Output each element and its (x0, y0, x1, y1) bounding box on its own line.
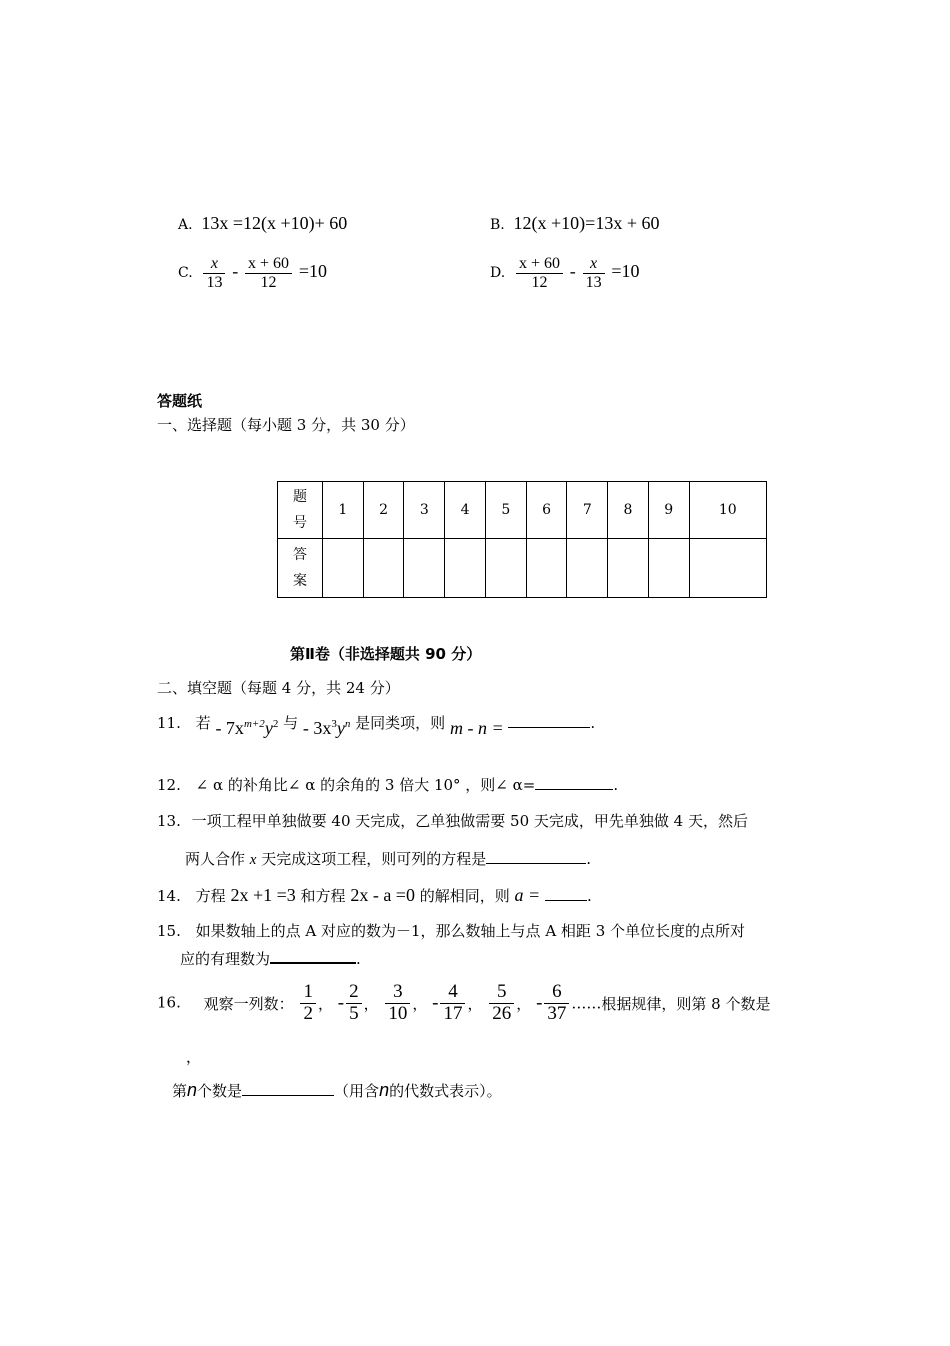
q11-text-3: 是同类项，则 (355, 714, 446, 732)
table-cell-number: 7 (567, 482, 608, 539)
answer-cell[interactable] (567, 539, 608, 598)
q15-answer-blank[interactable] (270, 962, 356, 964)
question-16-line-3: 第n个数是 （用含n的代数式表示）。 (172, 1080, 502, 1100)
table-row-numbers (278, 482, 767, 539)
question-14: 14. 方程 2x +1 =3 和方程 2x - a =0 的解相同，则 a = . (157, 885, 592, 905)
question-11: 11. 若 - $7x^{m+2}y^2$ 与 - $3x^3y^n$ 是同类项，则 m - n = . (157, 714, 596, 738)
q16-variable: n (187, 1080, 198, 1100)
q14-expr-2: 2x - a =0 (350, 885, 415, 905)
table-cell-number: 6 (526, 482, 567, 539)
sequence-term: $\frac{2}{5}$ (346, 982, 362, 1025)
question-13-line-2: 两人合作 x 天完成这项工程，则可列的方程是 . (185, 850, 592, 868)
table-cell-number: 10 (689, 482, 766, 539)
table-cell-number: 8 (608, 482, 649, 539)
option-b-label: B. (490, 217, 505, 233)
q12-text: ∠ α 的补角比∠ α 的余角的 3 倍大 10° ，则∠ α= (195, 776, 536, 794)
question-16: 16. 观察一列数： $\frac{1}{2}$ ， - $\frac{2}{5}$ ， $\frac{3}{10}$ ， - $\frac{4}{17}$ ， $\frac{5}{26}$ ， - $\frac{6}{37}$ ……根据规律，则第 8 个数是 (157, 981, 771, 1024)
table-cell-number: 9 (648, 482, 689, 539)
option-c-fraction-2: $\frac{x + 60}{12}$ (245, 255, 292, 291)
question-number: 13. (157, 812, 181, 830)
q11-expr-3: m - n = (449, 718, 504, 738)
question-number: 15. (157, 922, 181, 940)
option-d-minus: - (569, 261, 576, 282)
table-cell-number: 1 (323, 482, 364, 539)
option-d-fraction-2: $\frac{x}{13}$ (583, 255, 605, 291)
question-number: 14. (157, 887, 181, 905)
answer-cell[interactable] (526, 539, 567, 598)
option-c-rhs: =10 (298, 261, 327, 282)
sequence-term: $\frac{6}{37}$ (544, 982, 569, 1025)
table-cell-number: 3 (404, 482, 445, 539)
answer-cell[interactable] (363, 539, 404, 598)
question-15 (157, 920, 745, 941)
option-c-minus: - (232, 261, 239, 282)
answer-sheet-title: 答题纸 (157, 392, 203, 410)
option-c (178, 255, 327, 291)
q14-expr-1: 2x +1 =3 (230, 885, 296, 905)
q16-lead: 观察一列数： (203, 994, 294, 1013)
table-cell-number: 4 (445, 482, 486, 539)
table-row-answers (278, 539, 767, 598)
sequence-term: $\frac{4}{17}$ (440, 982, 465, 1025)
answer-table (277, 481, 767, 598)
q11-expr-2: - $3x^3y^n$ (302, 718, 351, 738)
q16-comma: ， (186, 1048, 202, 1066)
q11-answer-blank[interactable] (508, 727, 590, 728)
question-12: 12. ∠ α 的补角比∠ α 的余角的 3 倍大 10° ，则∠ α= . (157, 776, 619, 794)
option-c-fraction-1: $\frac{x}{13}$ (203, 255, 225, 291)
table-cell-number: 2 (363, 482, 404, 539)
q12-answer-blank[interactable] (535, 789, 613, 790)
question-number: 12. (157, 776, 181, 794)
section1-heading: 一、选择题（每小题 3 分，共 30 分） (157, 416, 415, 434)
question-number: 11. (157, 714, 181, 732)
option-a (178, 213, 347, 234)
q15-line-1: 如果数轴上的点 A 对应的数为－1，那么数轴上与点 A 相距 3 个单位长度的点所对 (195, 922, 746, 940)
sequence-term: $\frac{5}{26}$ (489, 982, 514, 1025)
option-d-label: D. (490, 265, 506, 282)
option-d-fraction-1: $\frac{x + 60}{12}$ (516, 255, 563, 291)
q11-text-2: 与 (283, 714, 299, 732)
option-a-expr: 13x =12(x +10)+ 60 (201, 213, 348, 233)
q11-text-1: 若 (195, 714, 211, 732)
q13-variable: x (249, 852, 257, 868)
q13-answer-blank[interactable] (486, 863, 586, 864)
q14-expr-3: a = (514, 885, 541, 905)
option-b-expr: 12(x +10)=13x + 60 (513, 213, 660, 233)
option-b (490, 213, 659, 234)
q11-expr-1: - $7x^{m+2}y^2$ (215, 718, 279, 738)
table-cell-number: 5 (485, 482, 526, 539)
section2-heading: 二、填空题（每题 4 分，共 24 分） (157, 679, 400, 697)
answer-cell[interactable] (485, 539, 526, 598)
answer-cell[interactable] (648, 539, 689, 598)
q16-tail: 根据规律，则第 8 个数是 (601, 994, 771, 1013)
table-header-answer: 答 案 (278, 539, 323, 598)
answer-cell[interactable] (608, 539, 649, 598)
answer-cell[interactable] (323, 539, 364, 598)
option-d (490, 255, 640, 291)
q16-answer-blank[interactable] (242, 1095, 334, 1096)
answer-cell[interactable] (404, 539, 445, 598)
option-a-label: A. (178, 217, 193, 233)
sequence-term: $\frac{1}{2}$ (300, 982, 316, 1025)
sequence-term: $\frac{3}{10}$ (385, 982, 410, 1025)
answer-cell[interactable] (445, 539, 486, 598)
answer-cell[interactable] (689, 539, 766, 598)
part2-title: 第Ⅱ卷（非选择题共 90 分） (290, 645, 482, 663)
q13-line-1: 一项工程甲单独做要 40 天完成，乙单独做需要 50 天完成，甲先单独做 4 天，然后 (191, 812, 748, 830)
option-d-rhs: =10 (611, 261, 640, 282)
q14-answer-blank[interactable] (545, 900, 587, 901)
option-c-label: C. (178, 265, 193, 282)
question-15-line-2: 应的有理数为 . (180, 950, 361, 968)
question-number: 16. (157, 993, 181, 1012)
question-13 (157, 810, 748, 831)
table-header-number: 题 号 (278, 482, 323, 539)
